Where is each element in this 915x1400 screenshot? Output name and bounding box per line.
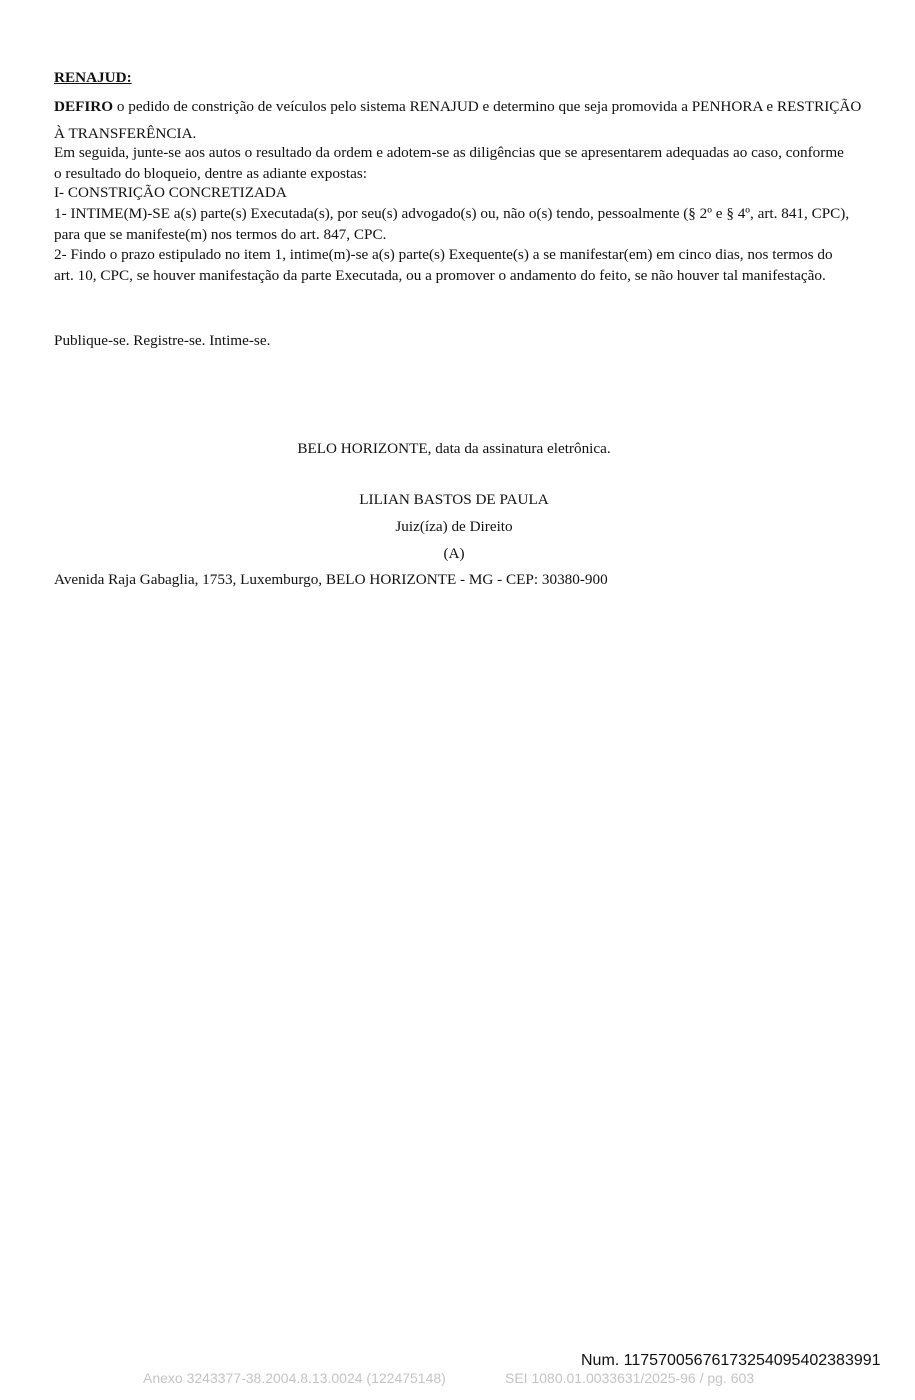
section-title: I- CONSTRIÇÃO CONCRETIZADA bbox=[54, 184, 287, 201]
signer-role: Juiz(íza) de Direito bbox=[395, 518, 513, 535]
defiro-text: o pedido de constrição de veículos pelo sistema RENAJUD e determino que seja promovida a PENHORA e RESTRIÇÃO À TRANSFERÊNCIA. bbox=[54, 98, 862, 142]
defiro-keyword: DEFIRO bbox=[54, 98, 114, 115]
defiro-paragraph bbox=[54, 93, 869, 147]
paragraph-seguida: Em seguida, junte-se aos autos o resultado da ordem e adotem-se as diligências que se apresentarem adequadas ao caso, conforme o resultado do bloqueio, dentre as adiante expostas: bbox=[54, 144, 844, 182]
footer-anexo: Anexo 3243377-38.2004.8.13.0024 (122475148) bbox=[143, 1370, 446, 1386]
signer-name: LILIAN BASTOS DE PAULA bbox=[359, 491, 549, 508]
section-heading: RENAJUD: bbox=[54, 69, 132, 86]
signer-marker: (A) bbox=[443, 545, 465, 562]
list-item-1: 1- INTIME(M)-SE a(s) parte(s) Executada(s), por seu(s) advogado(s) ou, não o(s) tendo, pessoalmente (§ 2º e § 4º, art. 841, CPC), para que se manifeste(m) nos termos do art. 847, CPC. bbox=[54, 205, 850, 243]
list-item-2: 2- Findo o prazo estipulado no item 1, intime(m)-se a(s) parte(s) Exequente(s) a se manifestar(em) em cinco dias, nos termos do art. 10, CPC, se houver manifestação da parte Executada, ou a promover o andamento do feito, se não houver tal manifestação. bbox=[54, 246, 833, 284]
document-number-stamp: Num. 11757005676173254095402383991 bbox=[581, 1352, 881, 1369]
place-date: BELO HORIZONTE, data da assinatura eletrônica. bbox=[297, 440, 611, 457]
footer-sei: SEI 1080.01.0033631/2025-96 / pg. 603 bbox=[505, 1370, 755, 1386]
closing-line: Publique-se. Registre-se. Intime-se. bbox=[54, 332, 271, 349]
court-address: Avenida Raja Gabaglia, 1753, Luxemburgo, BELO HORIZONTE - MG - CEP: 30380-900 bbox=[54, 571, 608, 588]
